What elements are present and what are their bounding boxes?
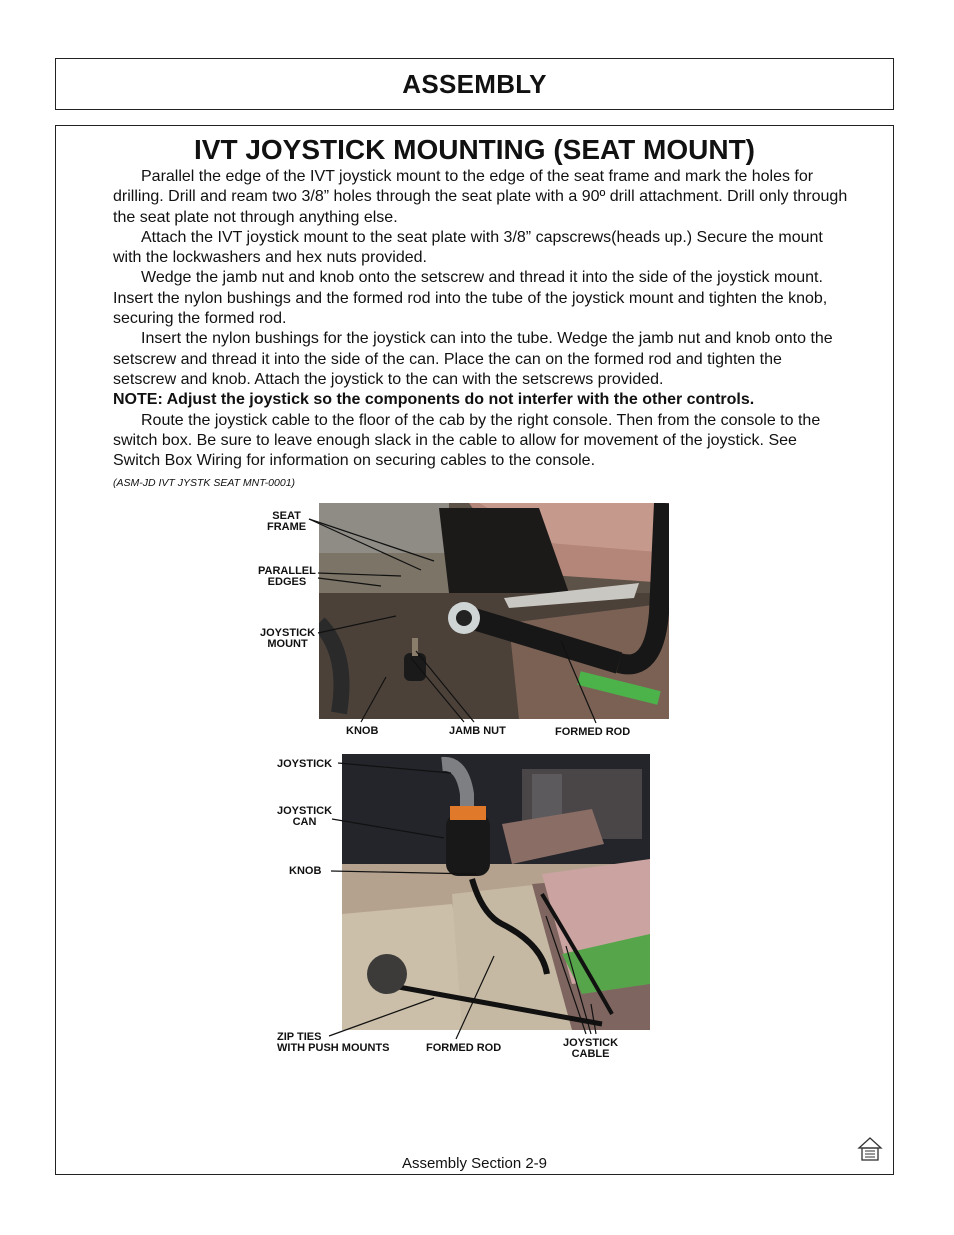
label-line: SEAT	[272, 510, 301, 522]
label-formed-rod: FORMED ROD	[555, 726, 631, 738]
document-code: (ASM-JD IVT JYSTK SEAT MNT-0001)	[113, 477, 296, 490]
label-line: CABLE	[571, 1048, 610, 1060]
label-knob-2: KNOB	[289, 865, 322, 877]
note: NOTE: Adjust the joystick so the components do not interfer with the other controls.	[113, 391, 755, 409]
header-title: ASSEMBLY	[402, 68, 547, 99]
label-line: EDGES	[267, 576, 307, 588]
label-line: JOYSTICK	[277, 805, 333, 817]
section-header	[55, 58, 894, 110]
paragraph: Wedge the jamb nut and knob onto the setscrew and thread it into the side of the joystick mount. Insert the nylon bushings and the formed rod into the tube of the joystick mount and tighten the knob, securing the formed rod.	[113, 269, 828, 328]
label-line: JOYSTICK	[563, 1037, 619, 1049]
home-icon[interactable]	[857, 1136, 883, 1162]
label-line: WITH PUSH MOUNTS	[277, 1042, 390, 1054]
label-line: CAN	[292, 816, 317, 828]
label-formed-rod-2: FORMED ROD	[426, 1042, 502, 1054]
label-line: ZIP TIES	[277, 1031, 322, 1043]
leader-lines	[56, 126, 895, 1176]
label-knob: KNOB	[346, 725, 379, 737]
label-joystick: JOYSTICK	[277, 758, 333, 770]
content-box	[55, 125, 894, 1175]
paragraph: Attach the IVT joystick mount to the seat plate with 3/8” capscrews(heads up.) Secure the mount with the lockwashers and hex nuts provided.	[113, 228, 823, 267]
label-line: PARALLEL	[258, 565, 316, 577]
label-jamb-nut: JAMB NUT	[449, 725, 506, 737]
paragraph: Parallel the edge of the IVT joystick mount to the edge of the seat frame and mark the holes for drilling. Drill and ream two 3/8” holes through the seat plate with a 90º drill attachment. Drill only through the seat plate not through anything else.	[113, 168, 848, 226]
paragraph: Insert the nylon bushings for the joystick can into the tube. Wedge the jamb nut and knob onto the setscrew and thread it into the side of the can. Place the can on the formed rod and tighten the setscrew and knob. Attach the joystick to the can with the setscrews provided.	[113, 330, 833, 388]
footer-section-label: Assembly Section 2-9	[401, 1155, 548, 1172]
paragraph: Route the joystick cable to the floor of the cab by the right console. Then from the console to the switch box. Be sure to leave enough slack in the cable to allow for movement of the joystick. See Switch Box Wiring for information on securing cables to the console.	[113, 411, 821, 470]
section-title: IVT JOYSTICK MOUNTING (SEAT MOUNT)	[193, 134, 756, 165]
label-line: JOYSTICK	[260, 627, 316, 639]
label-line: FRAME	[267, 521, 307, 533]
label-line: MOUNT	[267, 638, 308, 650]
